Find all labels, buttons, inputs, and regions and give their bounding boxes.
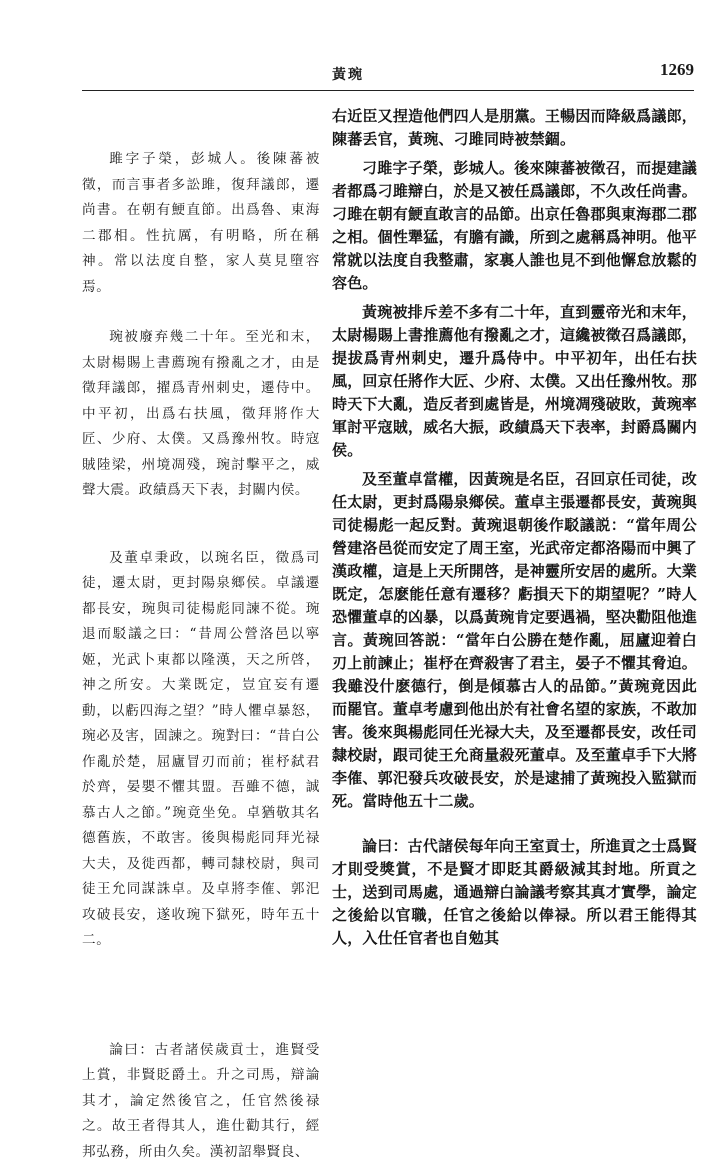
translation-paragraph: 及至董卓當權，因黃琬是名臣，召回京任司徒，改任太尉，更封爲陽泉鄉侯。董卓主張遷都長安，黃琬與司徒楊彪一起反對。黃琬退朝後作駁議説：“當年周公營建洛邑從而安定了周王室，光武帝定都洛陽而中興了漢政權，這是上天所開啓，是神靈所安居的處所。大業既定，怎麽能任意有遷移？虧損天下的期望呢？”時人恐懼董卓的凶暴，以爲黃琬肯定要遇禍，堅决勸阻他進言。黃琬回答説：“當年白公勝在楚作亂，屈廬迎着白刃上前諫止；崔杼在齊殺害了君主，晏子不懼其脅迫。我雖没什麽德行，倒是傾慕古人的品節。”黃琬竟因此而罷官。董卓考慮到他出於有社會名望的家族，不敢加害。後來與楊彪同任光禄大夫，及至遷都長安，改任司隸校尉，跟司徒王允商量殺死董卓。及至董卓手下大將李傕、郭汜發兵攻破長安，於是逮捕了黃琬投入監獄而死。當時他五十二歲。 [332,468,697,813]
page-header [82,58,694,91]
classical-text-column [82,105,320,1165]
page-number: 1269 [660,60,694,80]
classical-paragraph: 琬被廢弃幾二十年。至光和末，太尉楊賜上書薦琬有撥亂之才，由是徵拜議郎，擢爲青州刺史，遷侍中。中平初，出爲右扶風，徵拜將作大匠、少府、太僕。又爲豫州牧。時寇賊陸梁，州境凋殘，琬討擊平之，威聲大震。政績爲天下表，封關内侯。 [82,325,320,504]
classical-paragraph: 及董卓秉政，以琬名臣，徵爲司徒，遷太尉，更封陽泉鄉侯。卓議遷都長安，琬與司徒楊彪同諫不從。琬退而駁議之曰：“昔周公營洛邑以寧姬，光武卜東都以隆漢，天之所啓，神之所安。大業既定，豈宜妄有遷動，以虧四海之望？”時人懼卓暴怒，琬必及害，固諫之。琬對曰：“昔白公作亂於楚，屈廬冒刃而前；崔杼弑君於齊，晏嬰不懼其盟。吾雖不德，誠慕古人之節。”琬竟坐免。卓猶敬其名德舊族，不敢害。後與楊彪同拜光禄大夫，及徙西都，轉司隸校尉，與司徒王允同謀誅卓。及卓將李傕、郭汜攻破長安，遂收琬下獄死，時年五十二。 [82,546,320,954]
translation-paragraph: 刁雎字子榮，彭城人。後來陳蕃被徵召，而提建議者都爲刁雎辯白，於是又被任爲議郎，不久改任尚書。刁雎在朝有鯁直敢言的品節。出京任魯郡與東海郡二郡之相。個性犟猛，有膽有識，所到之處稱爲神明。他平常就以法度自我整肅，家裏人誰也見不到他懈怠放鬆的容色。 [332,157,697,295]
translation-column [332,105,697,950]
classical-paragraph: 論曰：古者諸侯歲貢士，進賢受上賞，非賢貶爵土。升之司馬，辯論其才，論定然後官之，任官然後禄之。故王者得其人，進仕勸其行，經邦弘務，所由久矣。漢初詔舉賢良、 [82,1038,320,1165]
translation-paragraph: 右近臣又捏造他們四人是朋黨。王暢因而降級爲議郎，陳蕃丢官，黃琬、刁雎同時被禁錮。 [332,105,697,151]
translation-paragraph: 黃琬被排斥差不多有二十年，直到靈帝光和末年，太尉楊賜上書推薦他有撥亂之才，這纔被徵召爲議郎，提拔爲青州刺史，遷升爲侍中。中平初年，出任右扶風，回京任將作大匠、少府、太僕。又出任豫州牧。那時天下大亂，造反者到處皆是，州境凋殘破敗，黃琬率軍討平寇賊，威名大振，政績爲天下表率，封爵爲關内侯。 [332,301,697,462]
running-title: 黃琬 [332,64,364,84]
classical-paragraph: 雎字子榮，彭城人。後陳蕃被徵，而言事者多訟雎，復拜議郎，遷尚書。在朝有鯁直節。出爲魯、東海二郡相。性抗厲，有明略，所在稱神。常以法度自整，家人莫見墮容焉。 [82,147,320,300]
translation-paragraph: 論曰：古代諸侯每年向王室貢士，所進貢之士爲賢才則受獎賞，不是賢才即貶其爵級減其封地。所貢之士，送到司馬處，通過辯白論議考察其真才實學，論定之後給以官職，任官之後給以俸禄。所以君王能得其人，入仕任官者也自勉其 [332,835,697,950]
